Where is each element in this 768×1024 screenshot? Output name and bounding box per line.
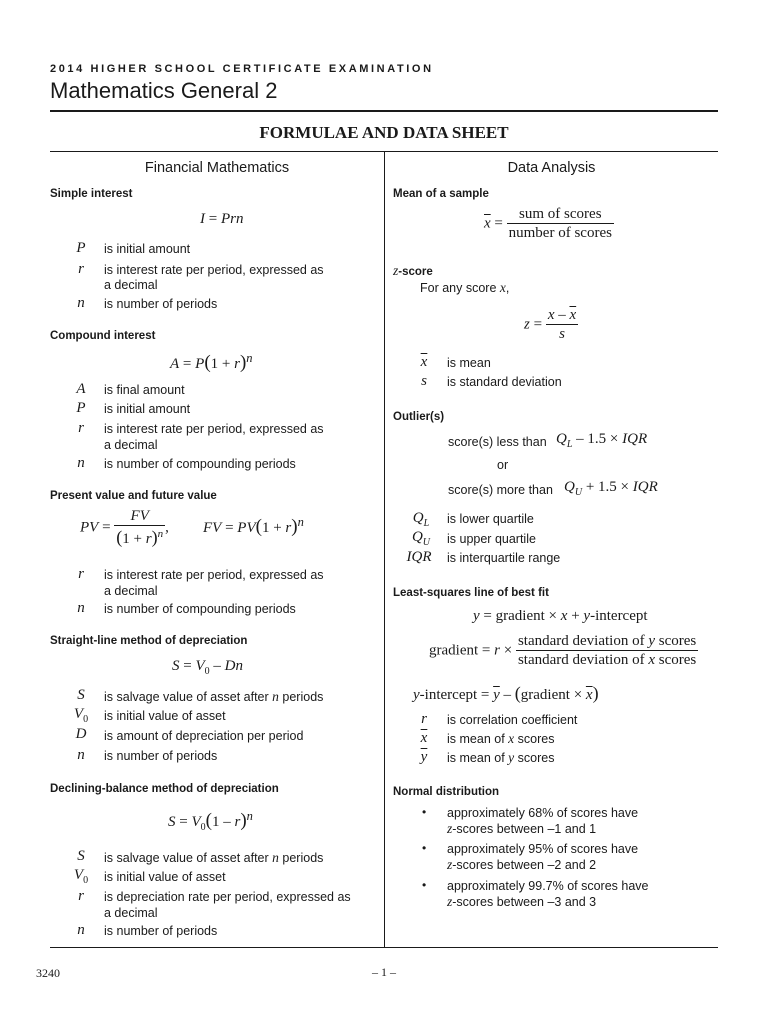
definition-text: a decimal xyxy=(104,278,158,292)
definition-text: is mean of y scores xyxy=(447,750,555,765)
symbol: s xyxy=(421,373,427,389)
exam-code: 3240 xyxy=(36,966,60,980)
normal-bullet-text: approximately 68% of scores have xyxy=(447,806,639,820)
page-number: – 1 – xyxy=(372,965,396,979)
outlier-heading: Outlier(s) xyxy=(393,411,445,423)
definition-text: is mean xyxy=(447,356,491,370)
symbol: P xyxy=(76,240,86,256)
header-rule xyxy=(50,110,718,112)
symbol: S xyxy=(77,848,85,864)
symbol: $\overline{x}$ xyxy=(420,354,428,370)
mean-heading: Mean of a sample xyxy=(393,188,489,200)
symbol: r xyxy=(78,888,84,904)
symbol: IQR xyxy=(406,549,432,565)
definition-text: is number of periods xyxy=(104,749,218,763)
definition-text: is number of periods xyxy=(104,924,218,938)
symbol: r xyxy=(421,711,427,727)
normal-bullet-text: approximately 99.7% of scores have xyxy=(447,879,649,893)
least-squares-formula: y = gradient × x + y-intercept xyxy=(473,608,648,624)
definition-text: is initial amount xyxy=(104,242,191,256)
symbol: A xyxy=(76,381,86,397)
definition-text: is initial value of asset xyxy=(104,709,226,723)
definition-text: is interest rate per period, expressed as xyxy=(104,568,324,582)
definition-text: is salvage value of asset after n periods xyxy=(104,689,324,704)
declining-balance-heading: Declining-balance method of depreciation xyxy=(50,783,279,795)
bullet: • xyxy=(422,878,427,892)
outlier-lower-formula: $Q_L - 1.5$ × IQR xyxy=(556,431,648,450)
symbol: n xyxy=(77,747,85,763)
simple-interest-heading: Simple interest xyxy=(50,188,133,200)
present-value-formula: PV = $\frac{FV}{(1 + r)^n}$ , xyxy=(80,508,169,547)
subject-title: Mathematics General 2 xyxy=(50,78,278,103)
gradient-formula: gradient = r × $\frac{\text{standard deviation of y scores}}{\text{standard deviation of x scores}}$ xyxy=(429,633,697,668)
definition-text: a decimal xyxy=(104,906,158,920)
symbol: n xyxy=(77,922,85,938)
definition-text: is lower quartile xyxy=(447,512,534,526)
definition-text: is mean of x scores xyxy=(447,731,555,746)
definition-text: a decimal xyxy=(104,438,158,452)
definition-text: is standard deviation xyxy=(447,375,562,389)
definition-text: is initial value of asset xyxy=(104,870,226,884)
financial-mathematics-title: Financial Mathematics xyxy=(144,160,290,176)
bullet: • xyxy=(422,805,427,819)
straight-line-formula: $S = V_0 - Dn$ xyxy=(172,658,243,677)
present-value-heading: Present value and future value xyxy=(50,490,217,502)
normal-bullet-text: z-scores between –1 and 1 xyxy=(447,821,597,836)
column-divider xyxy=(384,151,385,947)
definition-text: is number of compounding periods xyxy=(104,602,296,616)
bullet: • xyxy=(422,841,427,855)
definition-text: is interquartile range xyxy=(447,551,561,565)
definition-text: is salvage value of asset after n periods xyxy=(104,850,324,865)
definition-text: is interest rate per period, expressed as xyxy=(104,422,324,436)
symbol: $V_0$ xyxy=(73,867,89,886)
symbol: n xyxy=(77,600,85,616)
symbol: n xyxy=(77,295,85,311)
data-analysis-title: Data Analysis xyxy=(507,160,596,176)
intercept-formula: y-intercept = $\overline{y}$ – (gradient × $\overline{x}$) xyxy=(413,683,599,703)
symbol: r xyxy=(78,420,84,436)
definition-text: is interest rate per period, expressed as xyxy=(104,263,324,277)
symbol: r xyxy=(78,261,84,277)
normal-bullet-text: approximately 95% of scores have xyxy=(447,842,639,856)
symbol: D xyxy=(75,726,87,742)
normal-distribution-heading: Normal distribution xyxy=(393,786,500,798)
normal-bullet-text: z-scores between –2 and 2 xyxy=(447,857,597,872)
definition-text: is depreciation rate per period, expressed as xyxy=(104,890,351,904)
z-score-intro: For any score x, xyxy=(420,280,510,295)
declining-balance-formula: $S = V_0(1 - r)^n$ xyxy=(168,809,253,833)
z-score-formula: z = $\frac{x - \overline{x}}{s}$ xyxy=(524,307,577,342)
definition-text: is number of periods xyxy=(104,297,218,311)
symbol: $Q_U$ xyxy=(411,529,431,548)
normal-bullet-text: z-scores between –3 and 3 xyxy=(447,894,597,909)
definition-text: is correlation coefficient xyxy=(447,713,578,727)
definition-text: is number of compounding periods xyxy=(104,457,296,471)
sheet-title: FORMULAE AND DATA SHEET xyxy=(259,123,509,142)
symbol: n xyxy=(77,455,85,471)
definition-text: is amount of depreciation per period xyxy=(104,729,304,743)
exam-title: 2014 HIGHER SCHOOL CERTIFICATE EXAMINATION xyxy=(50,63,434,75)
straight-line-heading: Straight-line method of depreciation xyxy=(50,635,248,647)
symbol: $\overline{y}$ xyxy=(420,749,428,765)
compound-interest-heading: Compound interest xyxy=(50,330,156,342)
least-squares-heading: Least-squares line of best fit xyxy=(393,587,549,599)
definition-text: is final amount xyxy=(104,383,185,397)
symbol: S xyxy=(77,687,85,703)
definition-text: is initial amount xyxy=(104,402,191,416)
z-score-heading: z-score xyxy=(393,263,433,278)
mean-formula: $\overline{x}$ = $\frac{\text{sum of scores}}{\text{number of scores}}$ xyxy=(484,206,612,241)
footer-rule xyxy=(50,947,718,948)
compound-interest-formula: $A = P(1 + r)^n$ xyxy=(170,351,253,373)
symbol: r xyxy=(78,566,84,582)
symbol: $Q_L$ xyxy=(412,510,430,529)
outlier-upper-formula: $Q_U + 1.5$ × IQR xyxy=(564,479,658,498)
future-value-formula: FV = $PV(1 + r)^n$ xyxy=(203,515,304,537)
outlier-more-label: score(s) more than xyxy=(448,483,553,497)
definition-text: is upper quartile xyxy=(447,532,536,546)
definition-text: a decimal xyxy=(104,584,158,598)
outlier-or: or xyxy=(497,458,509,472)
symbol: $\overline{x}$ xyxy=(420,730,428,746)
symbol: P xyxy=(76,400,86,416)
symbol: $V_0$ xyxy=(73,706,89,725)
simple-interest-formula: I = Prn xyxy=(200,211,244,227)
outlier-less-label: score(s) less than xyxy=(448,435,547,449)
